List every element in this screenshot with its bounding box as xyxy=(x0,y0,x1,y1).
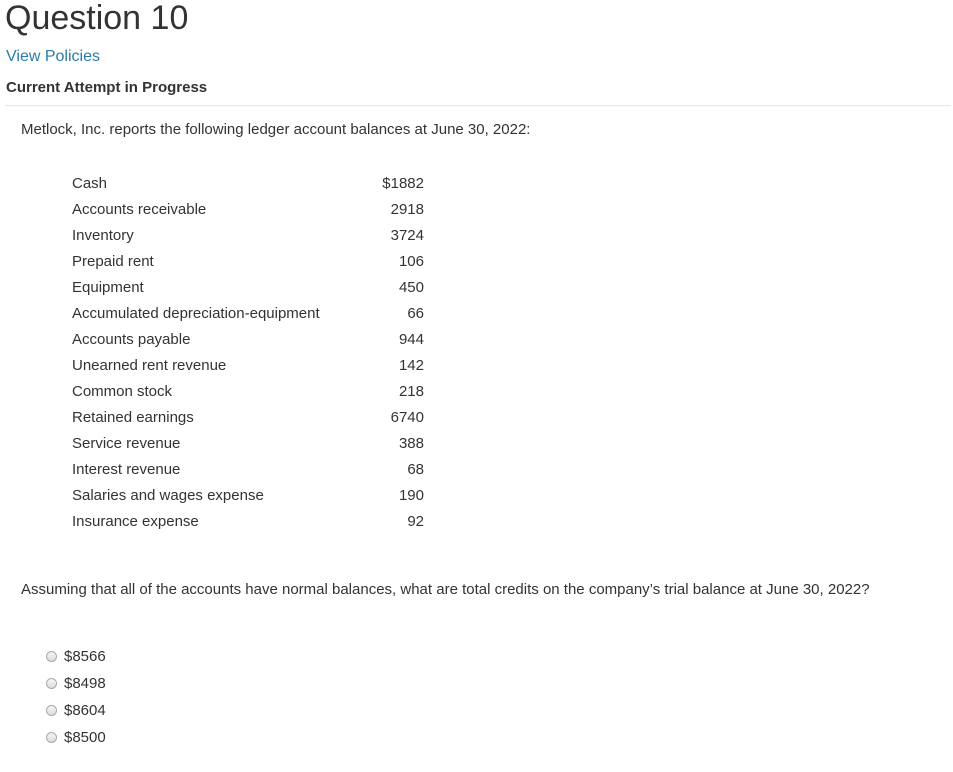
account-amount: 388 xyxy=(398,435,424,452)
page-title: Question 10 xyxy=(5,0,189,37)
table-row xyxy=(66,431,430,457)
option-label: $8500 xyxy=(64,728,106,746)
table-row xyxy=(66,353,430,379)
table-row xyxy=(66,249,430,275)
account-amount: 450 xyxy=(398,279,424,296)
header-divider xyxy=(5,105,951,106)
account-amount: 66 xyxy=(407,305,424,322)
account-name: Accounts payable xyxy=(72,331,191,348)
ledger-table xyxy=(66,171,430,535)
account-name: Accumulated depreciation-equipment xyxy=(72,305,320,322)
account-amount: 68 xyxy=(407,461,424,478)
table-row xyxy=(66,457,430,483)
option-label: $8498 xyxy=(64,674,106,692)
account-amount: 142 xyxy=(398,357,424,374)
answer-option[interactable] xyxy=(46,643,106,670)
account-name: Accounts receivable xyxy=(72,201,207,218)
table-row xyxy=(66,275,430,301)
account-name: Inventory xyxy=(72,227,134,244)
radio-button[interactable] xyxy=(46,732,57,743)
account-name: Prepaid rent xyxy=(72,253,154,270)
table-row xyxy=(66,197,430,223)
account-amount: 944 xyxy=(398,331,424,348)
account-amount: 218 xyxy=(398,383,424,400)
account-amount: 190 xyxy=(398,487,424,504)
table-row xyxy=(66,483,430,509)
answer-options xyxy=(46,643,106,751)
account-name: Interest revenue xyxy=(72,461,181,478)
radio-button[interactable] xyxy=(46,651,57,662)
radio-button[interactable] xyxy=(46,705,57,716)
option-label: $8604 xyxy=(64,701,106,719)
account-amount: 106 xyxy=(398,253,424,270)
table-row xyxy=(66,405,430,431)
account-name: Insurance expense xyxy=(72,513,199,530)
question-intro: Metlock, Inc. reports the following ledger account balances at June 30, 2022: xyxy=(21,121,531,138)
account-name: Retained earnings xyxy=(72,409,194,426)
attempt-status: Current Attempt in Progress xyxy=(6,79,208,96)
table-row xyxy=(66,509,430,535)
table-row xyxy=(66,301,430,327)
answer-option[interactable] xyxy=(46,670,106,697)
account-amount: 3724 xyxy=(390,227,424,244)
answer-option[interactable] xyxy=(46,697,106,724)
account-name: Cash xyxy=(72,175,108,192)
account-name: Salaries and wages expense xyxy=(72,487,264,504)
answer-option[interactable] xyxy=(46,724,106,751)
account-name: Common stock xyxy=(72,383,173,400)
account-amount: 92 xyxy=(407,513,424,530)
radio-button[interactable] xyxy=(46,678,57,689)
option-label: $8566 xyxy=(64,647,106,665)
question-prompt: Assuming that all of the accounts have normal balances, what are total credits on the company’s trial balance at June 30, 2022? xyxy=(21,581,870,598)
account-amount: $1882 xyxy=(382,175,424,192)
account-amount: 6740 xyxy=(390,409,424,426)
view-policies-link[interactable]: View Policies xyxy=(6,48,100,65)
table-row xyxy=(66,171,430,197)
account-name: Service revenue xyxy=(72,435,181,452)
account-name: Equipment xyxy=(72,279,144,296)
table-row xyxy=(66,327,430,353)
account-amount: 2918 xyxy=(390,201,424,218)
table-row xyxy=(66,379,430,405)
table-row xyxy=(66,223,430,249)
account-name: Unearned rent revenue xyxy=(72,357,227,374)
